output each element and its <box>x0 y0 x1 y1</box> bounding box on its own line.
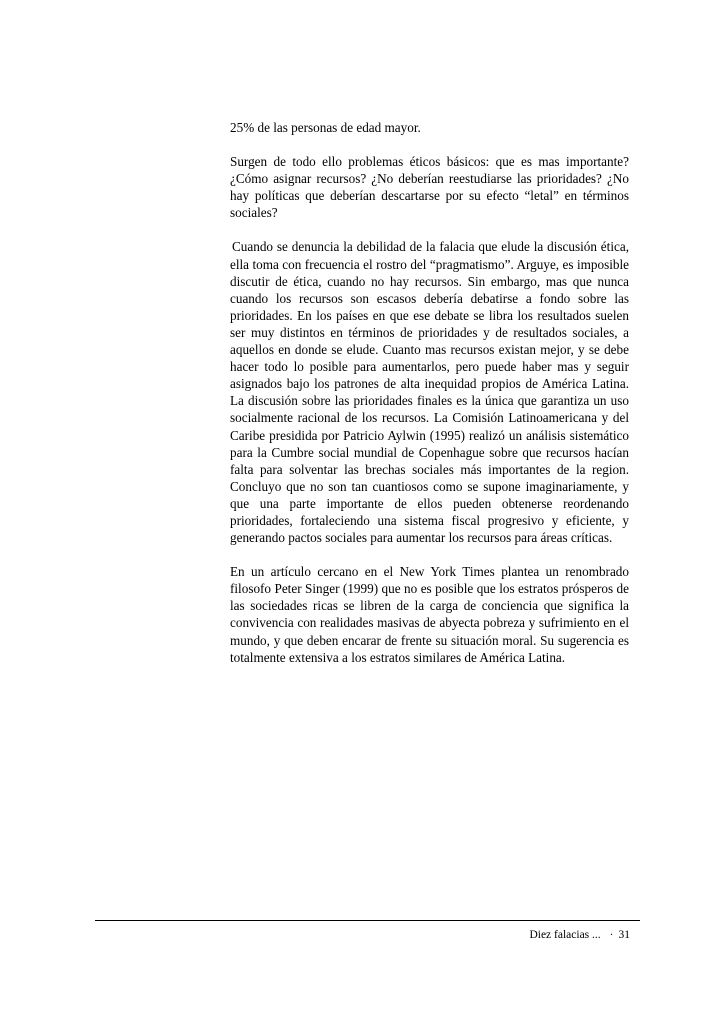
footer-separator: · <box>609 929 614 941</box>
paragraph-4: En un artículo cercano en el New York Times plantea un renombrado filosofo Peter Singer (1999) que no es posible que los estratos prósperos de las sociedades ricas se libren de la carga de conciencia que significa la convivencia con realidades masivas de abyecta pobreza y sufrimiento en el mundo, y que deben encarar de frente su situación moral. Su sugerencia es totalmente extensiva a los estratos similares de América Latina. <box>230 564 629 665</box>
body-text <box>230 119 629 683</box>
footer-rule <box>95 920 640 921</box>
page-number: 31 <box>618 929 630 941</box>
paragraph-3: Cuando se denuncia la debilidad de la falacia que elude la discusión ética, ella toma con frecuencia el rostro del “pragmatismo”. Arguye, es imposible discutir de ética, cuando no hay recursos. Sin embargo, mas que nunca cuando los recursos son escasos debería debatirse a fondo sobre las prioridades. En los países en que ese debate se libra los resultados suelen ser muy distintos en términos de prioridades y de resultados sociales, a aquellos en donde se elude. Cuanto mas recursos existan mejor, y se debe hacer todo lo posible para aumentarlos, pero puede haber mas y seguir asignados bajo los patrones de alta inequidad propios de América Latina. La discusión sobre las prioridades finales es la única que garantiza un uso socialmente racional de los recursos. La Comisión Latinoamericana y del Caribe presidida por Patricio Aylwin (1995) realizó un análisis sistemático para la Cumbre social mundial de Copenhague sobre que recursos hacían falta para solventar las brechas sociales más importantes de la region. Concluyo que no son tan cuantiosos como se supone imaginariamente, y que una parte importante de ellos pueden obtenerse reordenando prioridades, fortaleciendo una sistema fiscal progresivo y eficiente, y generando pactos sociales para aumentar los recursos para áreas críticas. <box>230 239 629 546</box>
running-title: Diez falacias ... <box>529 929 601 941</box>
paragraph-2: Surgen de todo ello problemas éticos básicos: que es mas importante? ¿Cómo asignar recursos? ¿No deberían reestudiarse las prioridades? ¿No hay políticas que deberían descartarse por su efecto “letal” en términos sociales? <box>230 154 629 221</box>
page-footer <box>529 928 630 942</box>
paragraph-1: 25% de las personas de edad mayor. <box>230 120 421 135</box>
